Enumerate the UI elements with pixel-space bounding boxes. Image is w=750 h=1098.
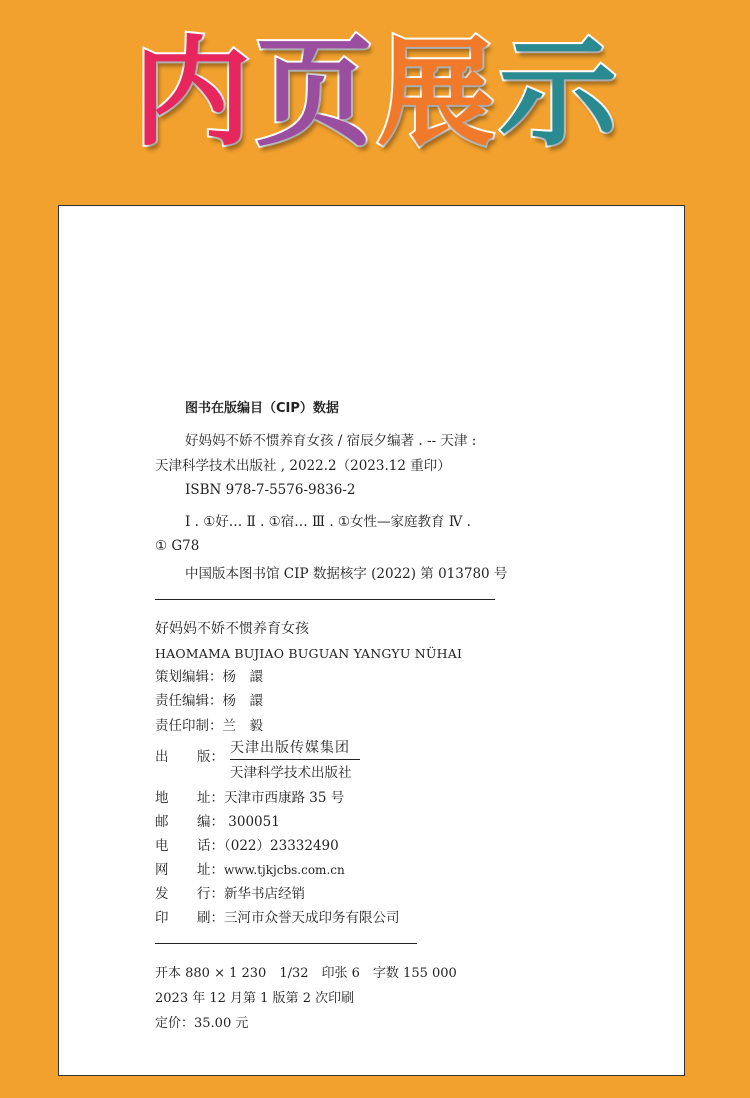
detail-value: www.tjkjcbs.com.cn bbox=[224, 863, 345, 877]
detail-value: 天津市西康路 35 号 bbox=[224, 790, 345, 806]
spec-price: 定价：35.00 元 bbox=[155, 1016, 249, 1031]
cip-classification: Ⅰ . ①好… Ⅱ . ①宿… Ⅲ . ①女性—家庭教育 Ⅳ . bbox=[185, 514, 471, 530]
label-suffix: 行： bbox=[197, 886, 224, 902]
label-char: 地 bbox=[155, 790, 169, 806]
detail-value: 三河市众誉天成印务有限公司 bbox=[224, 910, 400, 926]
label-char: 发 bbox=[155, 886, 169, 902]
cip-isbn: ISBN 978-7-5576-9836-2 bbox=[185, 482, 356, 498]
cip-classification-code: ① G78 bbox=[155, 538, 200, 554]
detail-value: （022）23332490 bbox=[224, 838, 339, 854]
divider-details bbox=[155, 943, 417, 944]
page-banner bbox=[0, 18, 750, 168]
credit-value: 兰 毅 bbox=[222, 718, 263, 734]
label-suffix: 版： bbox=[197, 749, 224, 765]
banner-char-4: 示 bbox=[499, 24, 618, 162]
cip-publisher-line: 天津科学技术出版社 , 2022.2（2023.12 重印） bbox=[155, 458, 451, 474]
credit-label: 策划编辑： bbox=[155, 669, 223, 685]
banner-char-3: 展 bbox=[377, 24, 496, 162]
divider-cip bbox=[155, 599, 495, 600]
cip-record-number: 中国版本图书馆 CIP 数据核字 (2022) 第 013780 号 bbox=[185, 566, 508, 582]
detail-address bbox=[155, 790, 344, 806]
credit-label: 责任编辑： bbox=[155, 693, 223, 709]
credit-label: 责任印制： bbox=[155, 718, 223, 734]
label-char: 印 bbox=[155, 910, 169, 926]
credit-responsible-editor bbox=[155, 693, 263, 709]
detail-website bbox=[155, 862, 345, 878]
cip-heading: 图书在版编目（CIP）数据 bbox=[185, 401, 339, 416]
detail-printer bbox=[155, 910, 400, 926]
label-suffix: 话： bbox=[197, 838, 224, 854]
credit-responsible-printing bbox=[155, 718, 263, 734]
detail-distribution bbox=[155, 886, 305, 902]
spec-edition: 2023 年 12 月第 1 版第 2 次印刷 bbox=[155, 991, 355, 1006]
cip-title-line: 好妈妈不娇不惯养育女孩 / 宿辰夕编著 . -- 天津 : bbox=[185, 433, 477, 449]
label-suffix: 编： bbox=[197, 814, 224, 830]
publisher-group: 天津出版传媒集团 bbox=[230, 740, 350, 756]
publisher-underline bbox=[230, 759, 360, 760]
banner-char-2: 页 bbox=[254, 24, 373, 162]
detail-value: 300051 bbox=[224, 814, 280, 830]
detail-postcode bbox=[155, 814, 280, 830]
label-suffix: 址： bbox=[197, 790, 224, 806]
copyright-page bbox=[58, 205, 685, 1076]
label-char: 电 bbox=[155, 838, 169, 854]
publisher-name: 天津科学技术出版社 bbox=[230, 765, 352, 781]
banner-char-1: 内 bbox=[132, 24, 251, 162]
detail-phone bbox=[155, 838, 339, 854]
label-suffix: 址： bbox=[197, 862, 224, 878]
label-char: 出 bbox=[155, 749, 169, 765]
publisher-label bbox=[155, 749, 224, 765]
detail-value: 新华书店经销 bbox=[224, 886, 305, 902]
spec-format: 开本 880 × 1 230 1/32 印张 6 字数 155 000 bbox=[155, 966, 457, 981]
credit-planning-editor bbox=[155, 669, 263, 685]
book-title-pinyin: HAOMAMA BUJIAO BUGUAN YANGYU NÜHAI bbox=[155, 646, 463, 661]
label-suffix: 刷： bbox=[197, 910, 224, 926]
label-char: 邮 bbox=[155, 814, 169, 830]
book-title: 好妈妈不娇不惯养育女孩 bbox=[155, 621, 309, 637]
credit-value: 杨 譞 bbox=[222, 693, 263, 709]
label-char: 网 bbox=[155, 862, 169, 878]
credit-value: 杨 譞 bbox=[222, 669, 263, 685]
